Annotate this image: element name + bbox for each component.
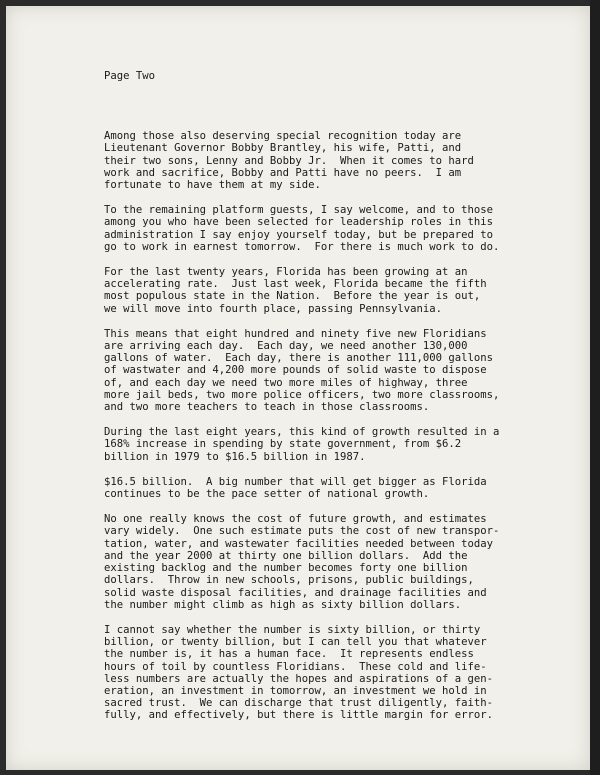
text-line: Lieutenant Governor Bobby Brantley, his wife, Patti, and — [104, 142, 462, 155]
text-line: 168% increase in spending by state government, from $6.2 — [104, 438, 462, 451]
text-line: dollars. Throw in new schools, prisons, public buildings, — [104, 574, 474, 587]
text-line: accelerating rate. Just last week, Florida became the fifth — [104, 278, 487, 291]
text-line: of, and each day we need two more miles of highway, three — [104, 376, 468, 389]
document-body — [104, 70, 552, 735]
text-line: continues to be the pace setter of national growth. — [104, 488, 430, 501]
paragraph — [104, 426, 552, 463]
text-line: existing backlog and the number becomes forty one billion — [104, 562, 468, 575]
scan-edge — [590, 0, 600, 775]
text-line: are arriving each day. Each day, we need another 130,000 — [104, 340, 468, 353]
text-line: fortunate to have them at my side. — [104, 179, 321, 192]
paragraph — [104, 328, 552, 413]
text-line: the number is, it has a human face. It represents endless — [104, 648, 474, 661]
text-line: most populous state in the Nation. Before the year is out, — [104, 290, 481, 303]
text-line: billion, or twenty billion, but I can tell you that whatever — [104, 636, 487, 649]
paragraph — [104, 624, 552, 722]
text-line: hours of toil by countless Floridians. These cold and life- — [104, 660, 487, 673]
text-line: No one really knows the cost of future growth, and estimates — [104, 513, 487, 526]
paragraph — [104, 476, 552, 500]
text-line: and two more teachers to teach in those classrooms. — [104, 401, 430, 414]
text-line: fully, and effectively, but there is little margin for error. — [104, 709, 494, 722]
page-header: Page Two — [104, 70, 156, 82]
text-line: eration, an investment in tomorrow, an investment we hold in — [104, 684, 487, 697]
text-line: vary widely. One such estimate puts the cost of new transpor- — [104, 525, 500, 538]
text-line: billion in 1979 to $16.5 billion in 1987. — [104, 450, 366, 463]
text-line: $16.5 billion. A big number that will get bigger as Florida — [104, 475, 487, 488]
paragraph — [104, 266, 552, 315]
text-line: This means that eight hundred and ninety five new Floridians — [104, 327, 487, 340]
document-page — [6, 6, 590, 770]
text-line: Among those also deserving special recognition today are — [104, 130, 462, 143]
text-line: more jail beds, two more police officers, two more classrooms, — [104, 388, 500, 401]
text-line: and the year 2000 at thirty one billion dollars. Add the — [104, 549, 468, 562]
text-line: To the remaining platform guests, I say welcome, and to those — [104, 204, 494, 217]
text-line: of wastwater and 4,200 more pounds of solid waste to dispose — [104, 364, 487, 377]
text-line: For the last twenty years, Florida has been growing at an — [104, 266, 468, 279]
text-line: sacred trust. We can discharge that trust diligently, faith- — [104, 697, 494, 710]
text-line: their two sons, Lenny and Bobby Jr. When it comes to hard — [104, 154, 474, 167]
text-line: among you who have been selected for leadership roles in this — [104, 216, 494, 229]
text-line: During the last eight years, this kind of growth resulted in a — [104, 426, 500, 439]
paragraph — [104, 130, 552, 191]
text-line: go to work in earnest tomorrow. For there is much work to do. — [104, 240, 500, 253]
text-line: work and sacrifice, Bobby and Patti have no peers. I am — [104, 166, 462, 179]
text-line: tation, water, and wastewater facilities needed between today — [104, 537, 494, 550]
text-line: solid waste disposal facilities, and drainage facilities and — [104, 586, 487, 599]
text-line: the number might climb as high as sixty billion dollars. — [104, 598, 462, 611]
text-line: less numbers are actually the hopes and aspirations of a gen- — [104, 672, 494, 685]
text-line: administration I say enjoy yourself today, but be prepared to — [104, 228, 494, 241]
text-line: we will move into fourth place, passing Pennsylvania. — [104, 302, 443, 315]
text-line: I cannot say whether the number is sixty billion, or thirty — [104, 623, 481, 636]
text-line: gallons of water. Each day, there is another 111,000 gallons — [104, 352, 494, 365]
paragraph — [104, 204, 552, 253]
paragraph-list — [104, 130, 552, 721]
paragraph — [104, 513, 552, 611]
